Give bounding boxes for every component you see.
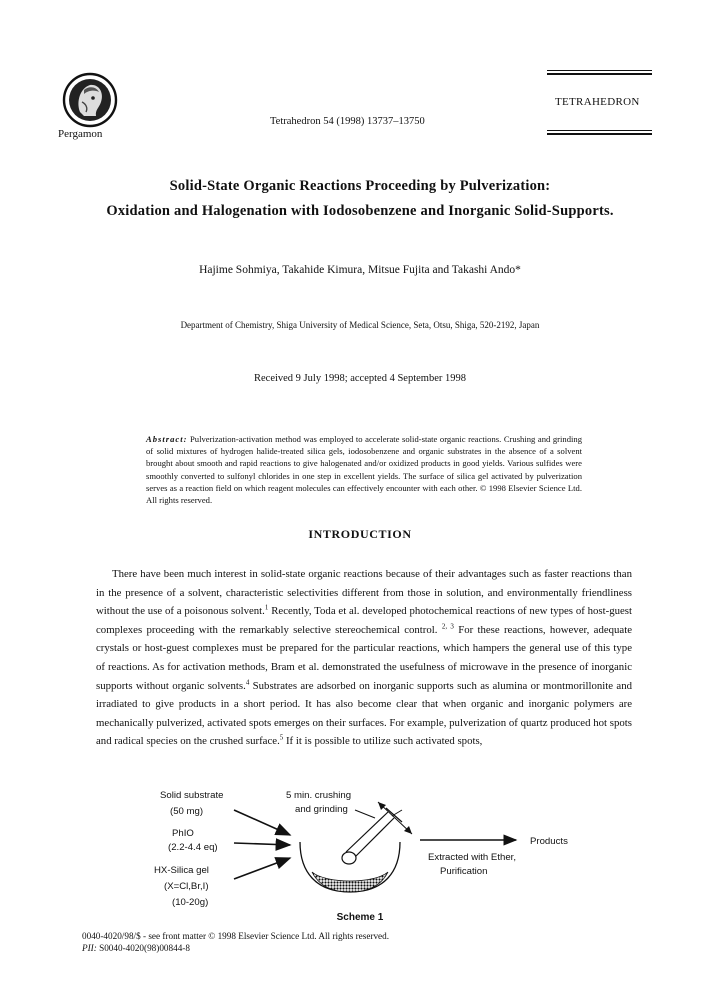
header-rule-top	[547, 70, 652, 71]
extraction-label: Extracted with Ether,	[428, 852, 516, 863]
intro-sentence: There have been much interest in solid-state organic reactions because of their advantages such as faster reactions than in the presence of a solvent, characteristic selectivities different from those in solution, and environmentally friendliness without the use of a poisonous solvent.	[96, 568, 632, 618]
page-footer	[82, 930, 389, 954]
grinding-label: and grinding	[295, 804, 348, 815]
crushing-label: 5 min. crushing	[286, 790, 352, 801]
hx-silica-label: HX-Silica gel	[154, 865, 209, 876]
mortar-powder	[312, 872, 388, 892]
intro-sentence: Recently, Toda et al. developed photochemical reactions of new types of host-guest complexes proceeding with the remarkably selective stereochemical control.	[96, 605, 632, 636]
reference-marker: 4	[245, 677, 250, 686]
phio-amount: (2.2-4.4 eq)	[168, 842, 218, 853]
copyright-line: 0040-4020/98/$ - see front matter © 1998 Elsevier Science Ltd. All rights reserved.	[82, 931, 390, 941]
solid-substrate-label: Solid substrate	[160, 790, 224, 801]
reference-marker: 2, 3	[441, 622, 454, 631]
products-label: Products	[530, 836, 568, 847]
reference-marker: 1	[264, 603, 269, 612]
arrow-hx-silica	[234, 858, 290, 879]
hx-silica-amount: (10-20g)	[172, 897, 209, 908]
section-heading-introduction: INTRODUCTION	[308, 527, 412, 541]
publisher-name: Pergamon	[58, 128, 103, 140]
scheme-caption: Scheme 1	[336, 912, 384, 923]
arrow-substrate	[234, 810, 290, 835]
affiliation: Department of Chemistry, Shiga University of Medical Science, Seta, Otsu, Shiga, 520-2192, Japan	[180, 320, 540, 330]
pii-label: PII:	[82, 943, 97, 953]
abstract-label: Abstract:	[146, 434, 188, 444]
article-title-line-2: Oxidation and Halogenation with Iodosobenzene and Inorganic Solid-Supports.	[106, 203, 614, 219]
journal-citation: Tetrahedron 54 (1998) 13737–13750	[270, 116, 425, 127]
intro-sentence: If it is possible to utilize such activated spots,	[283, 735, 483, 748]
authors: Hajime Sohmiya, Takahide Kimura, Mitsue Fujita and Takashi Ando*	[199, 264, 521, 276]
solid-substrate-amount: (50 mg)	[170, 806, 204, 817]
header-rule-bottom	[547, 130, 652, 131]
abstract-text: Pulverization-activation method was employed to accelerate solid-state organic reactions. Crushing and grinding of solid mixtures of hydrogen halide-treated silica gels, iodosobenzene and organic substrates in the absence of a solvent brought about smooth and rapid reactions to give halogenated and/or oxidized products in good yields. Various sulfides were smoothly converted to sulfonyl chlorides in one step in excellent yields. The surface of silica gel activated by pulverization serves as a reaction field on which reagent molecules can effectively encounter with each other. © 1998 Elsevier Science Ltd. All rights reserved.	[146, 434, 582, 506]
pii-line	[82, 942, 389, 954]
article-title-line-1: Solid-State Organic Reactions Proceeding by Pulverization:	[169, 178, 551, 194]
received-dates: Received 9 July 1998; accepted 4 September 1998	[254, 373, 466, 384]
publisher-logo	[62, 72, 118, 128]
journal-name: TETRAHEDRON	[555, 96, 640, 108]
abstract	[146, 433, 582, 506]
crushing-leader	[355, 810, 375, 818]
header-rule-bottom-bold	[547, 133, 652, 135]
hx-silica-halogens: (X=Cl,Br,I)	[164, 881, 209, 892]
phio-label: PhIO	[172, 828, 194, 839]
purification-label: Purification	[440, 866, 488, 877]
intro-sentence: Substrates are adsorbed on inorganic supports such as alumina or montmorillonite and irradiated to give products in a short period. It has also become clear that when organic and inorganic polymers are mechanically pulverized, activated spots emerges on their surfaces. For example, pulverization of quartz produced hot spots and radical species on the crushed surface.	[96, 679, 633, 748]
reference-marker: 5	[279, 733, 284, 742]
header-rule-top-bold	[547, 73, 652, 75]
intro-sentence: For these reactions, however, adequate crystals or host-guest complexes must be prepared for the particular reactions, which hampers the general use of this type of reactions. As for activation methods, Bram et al. demonstrated the usefulness of microwave in the presence of inorganic supports without organic solvents.	[96, 623, 633, 692]
introduction-paragraph	[96, 565, 632, 751]
pii-value: S0040-4020(98)00844-8	[96, 943, 190, 953]
arrow-phio	[234, 843, 290, 845]
scheme-1-diagram	[150, 788, 600, 910]
